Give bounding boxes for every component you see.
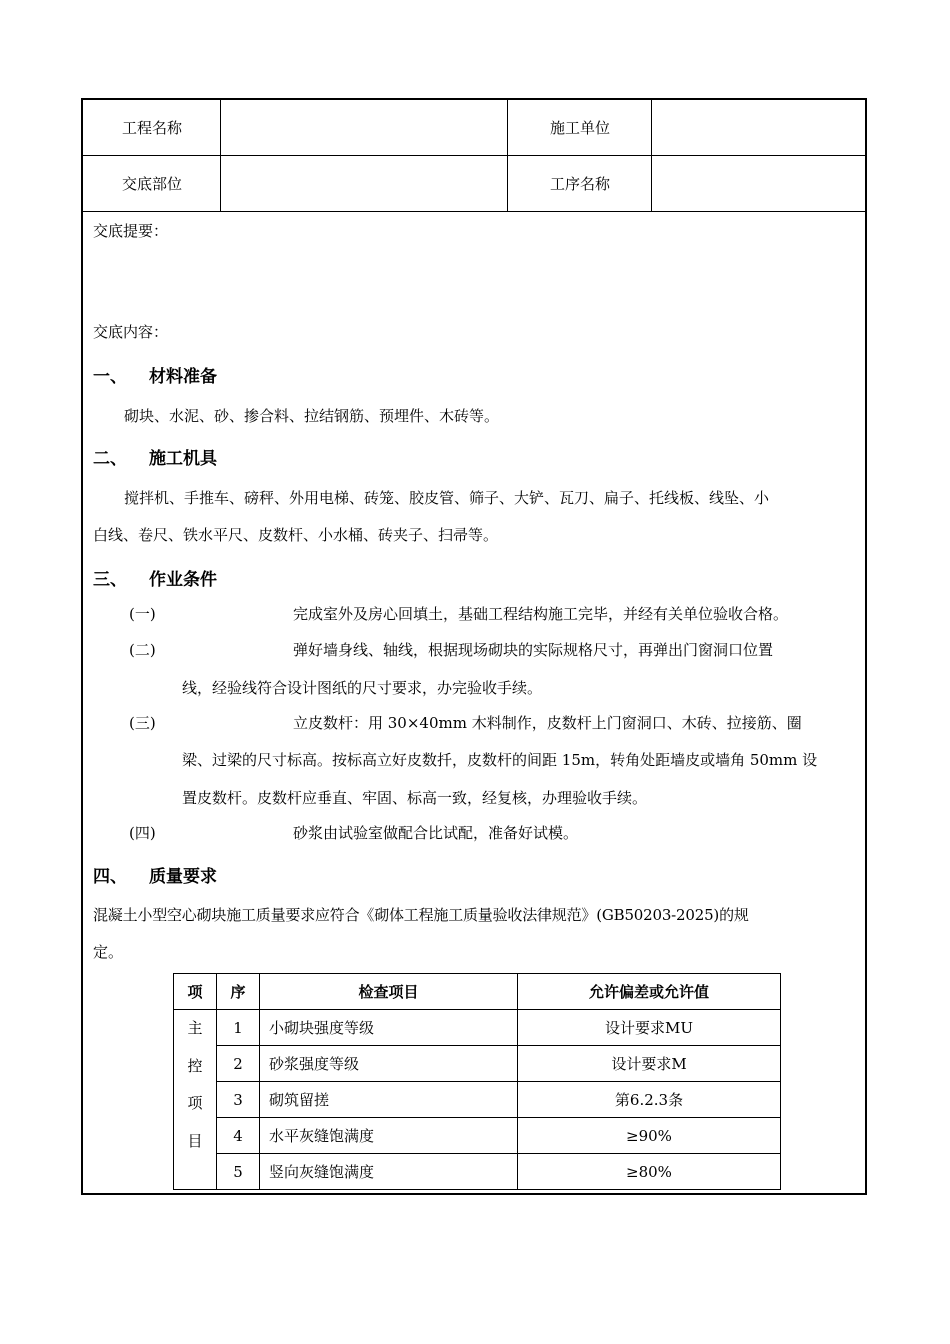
summary-label: 交底提要： xyxy=(93,222,169,240)
handover-part-value[interactable] xyxy=(221,156,508,211)
section-2-title: 施工机具 xyxy=(149,449,217,469)
handover-form xyxy=(81,98,867,1195)
section-1-heading xyxy=(93,362,217,387)
section-4-line-1: 混凝土小型空心砌块施工质量要求应符合《砌体工程施工质量验收法律规范》(GB50203-2025)的规 xyxy=(93,906,749,924)
row-seq: 1 xyxy=(217,1010,260,1046)
header-row-2 xyxy=(83,156,865,212)
section-2-line-2: 白线、卷尺、铁水平尺、皮数杆、小水桶、砖夹子、扫帚等。 xyxy=(93,526,499,544)
section-3-title: 作业条件 xyxy=(149,570,217,590)
condition-2-mark: (二) xyxy=(129,641,156,659)
row-value: 第6.2.3条 xyxy=(518,1082,781,1118)
row-item: 竖向灰缝饱满度 xyxy=(260,1154,518,1190)
main-control-group-label xyxy=(174,1010,217,1190)
row-item: 砂浆强度等级 xyxy=(260,1046,518,1082)
group-char: 主 xyxy=(187,1019,203,1037)
row-value: ≥90% xyxy=(518,1118,781,1154)
quality-table xyxy=(173,973,781,1190)
condition-4-mark: (四) xyxy=(129,824,156,842)
group-char: 项 xyxy=(187,1094,203,1112)
table-row xyxy=(174,1046,781,1082)
construction-unit-label: 施工单位 xyxy=(549,119,610,137)
row-item: 小砌块强度等级 xyxy=(260,1010,518,1046)
condition-1-line-1: 完成室外及房心回填土，基础工程结构施工完毕，并经有关单位验收合格。 xyxy=(293,605,789,623)
condition-3-line-1: 立皮数杆：用 30×40mm 木料制作，皮数杆上门窗洞口、木砖、拉接筋、圈 xyxy=(293,714,802,732)
construction-unit-value[interactable] xyxy=(652,100,867,155)
row-value: 设计要求M xyxy=(518,1046,781,1082)
condition-2-line-1: 弹好墙身线、轴线，根据现场砌块的实际规格尺寸，再弹出门窗洞口位置 xyxy=(293,641,774,659)
section-4-number: 四、 xyxy=(93,867,127,887)
handover-part-label: 交底部位 xyxy=(121,175,182,193)
condition-3-line-3: 置皮数杆。皮数杆应垂直、牢固、标高一致，经复核，办理验收手续。 xyxy=(182,789,648,807)
group-char: 目 xyxy=(187,1131,203,1150)
table-row xyxy=(174,1010,781,1046)
section-4-line-2: 定。 xyxy=(93,943,124,961)
section-2-line-1: 搅拌机、手推车、磅秤、外用电梯、砖笼、胶皮管、筛子、大铲、瓦刀、扁子、托线板、线坠、小 xyxy=(124,489,770,507)
row-value: 设计要求MU xyxy=(518,1010,781,1046)
group-char: 控 xyxy=(187,1056,203,1075)
col-header-value: 允许偏差或允许值 xyxy=(518,974,781,1010)
section-1-text: 砌块、水泥、砂、掺合料、拉结钢筋、预埋件、木砖等。 xyxy=(124,407,500,425)
table-row xyxy=(174,1118,781,1154)
col-header-item: 检查项目 xyxy=(260,974,518,1010)
condition-1-mark: (一) xyxy=(129,605,156,623)
row-item: 水平灰缝饱满度 xyxy=(260,1118,518,1154)
section-4-heading xyxy=(93,862,217,887)
header-row-1 xyxy=(83,100,865,156)
table-row xyxy=(174,1082,781,1118)
section-2-number: 二、 xyxy=(93,449,127,469)
table-header-row xyxy=(174,974,781,1010)
section-3-heading xyxy=(93,565,217,590)
row-seq: 5 xyxy=(217,1154,260,1190)
table-row xyxy=(174,1154,781,1190)
condition-3-mark: (三) xyxy=(129,714,156,732)
project-name-label: 工程名称 xyxy=(121,119,182,137)
condition-4-line-1: 砂浆由试验室做配合比试配，准备好试模。 xyxy=(293,824,579,842)
col-header-group: 项 xyxy=(174,974,217,1010)
section-3-number: 三、 xyxy=(93,570,127,590)
process-name-value[interactable] xyxy=(652,156,867,211)
col-header-seq: 序 xyxy=(217,974,260,1010)
condition-3-line-2: 梁、过梁的尺寸标高。按标高立好皮数扦，皮数杆的间距 15m，转角处距墙皮或墙角 50mm 设 xyxy=(182,751,818,769)
section-2-heading xyxy=(93,444,217,469)
row-item: 砌筑留搓 xyxy=(260,1082,518,1118)
condition-2-line-2: 线，经验线符合设计图纸的尺寸要求，办完验收手续。 xyxy=(182,679,543,697)
project-name-value[interactable] xyxy=(221,100,508,155)
section-4-title: 质量要求 xyxy=(149,867,217,887)
row-seq: 4 xyxy=(217,1118,260,1154)
process-name-label: 工序名称 xyxy=(549,175,610,193)
section-1-number: 一、 xyxy=(93,367,127,387)
row-value: ≥80% xyxy=(518,1154,781,1190)
row-seq: 3 xyxy=(217,1082,260,1118)
content-label: 交底内容： xyxy=(93,323,169,341)
section-1-title: 材料准备 xyxy=(149,367,217,387)
row-seq: 2 xyxy=(217,1046,260,1082)
